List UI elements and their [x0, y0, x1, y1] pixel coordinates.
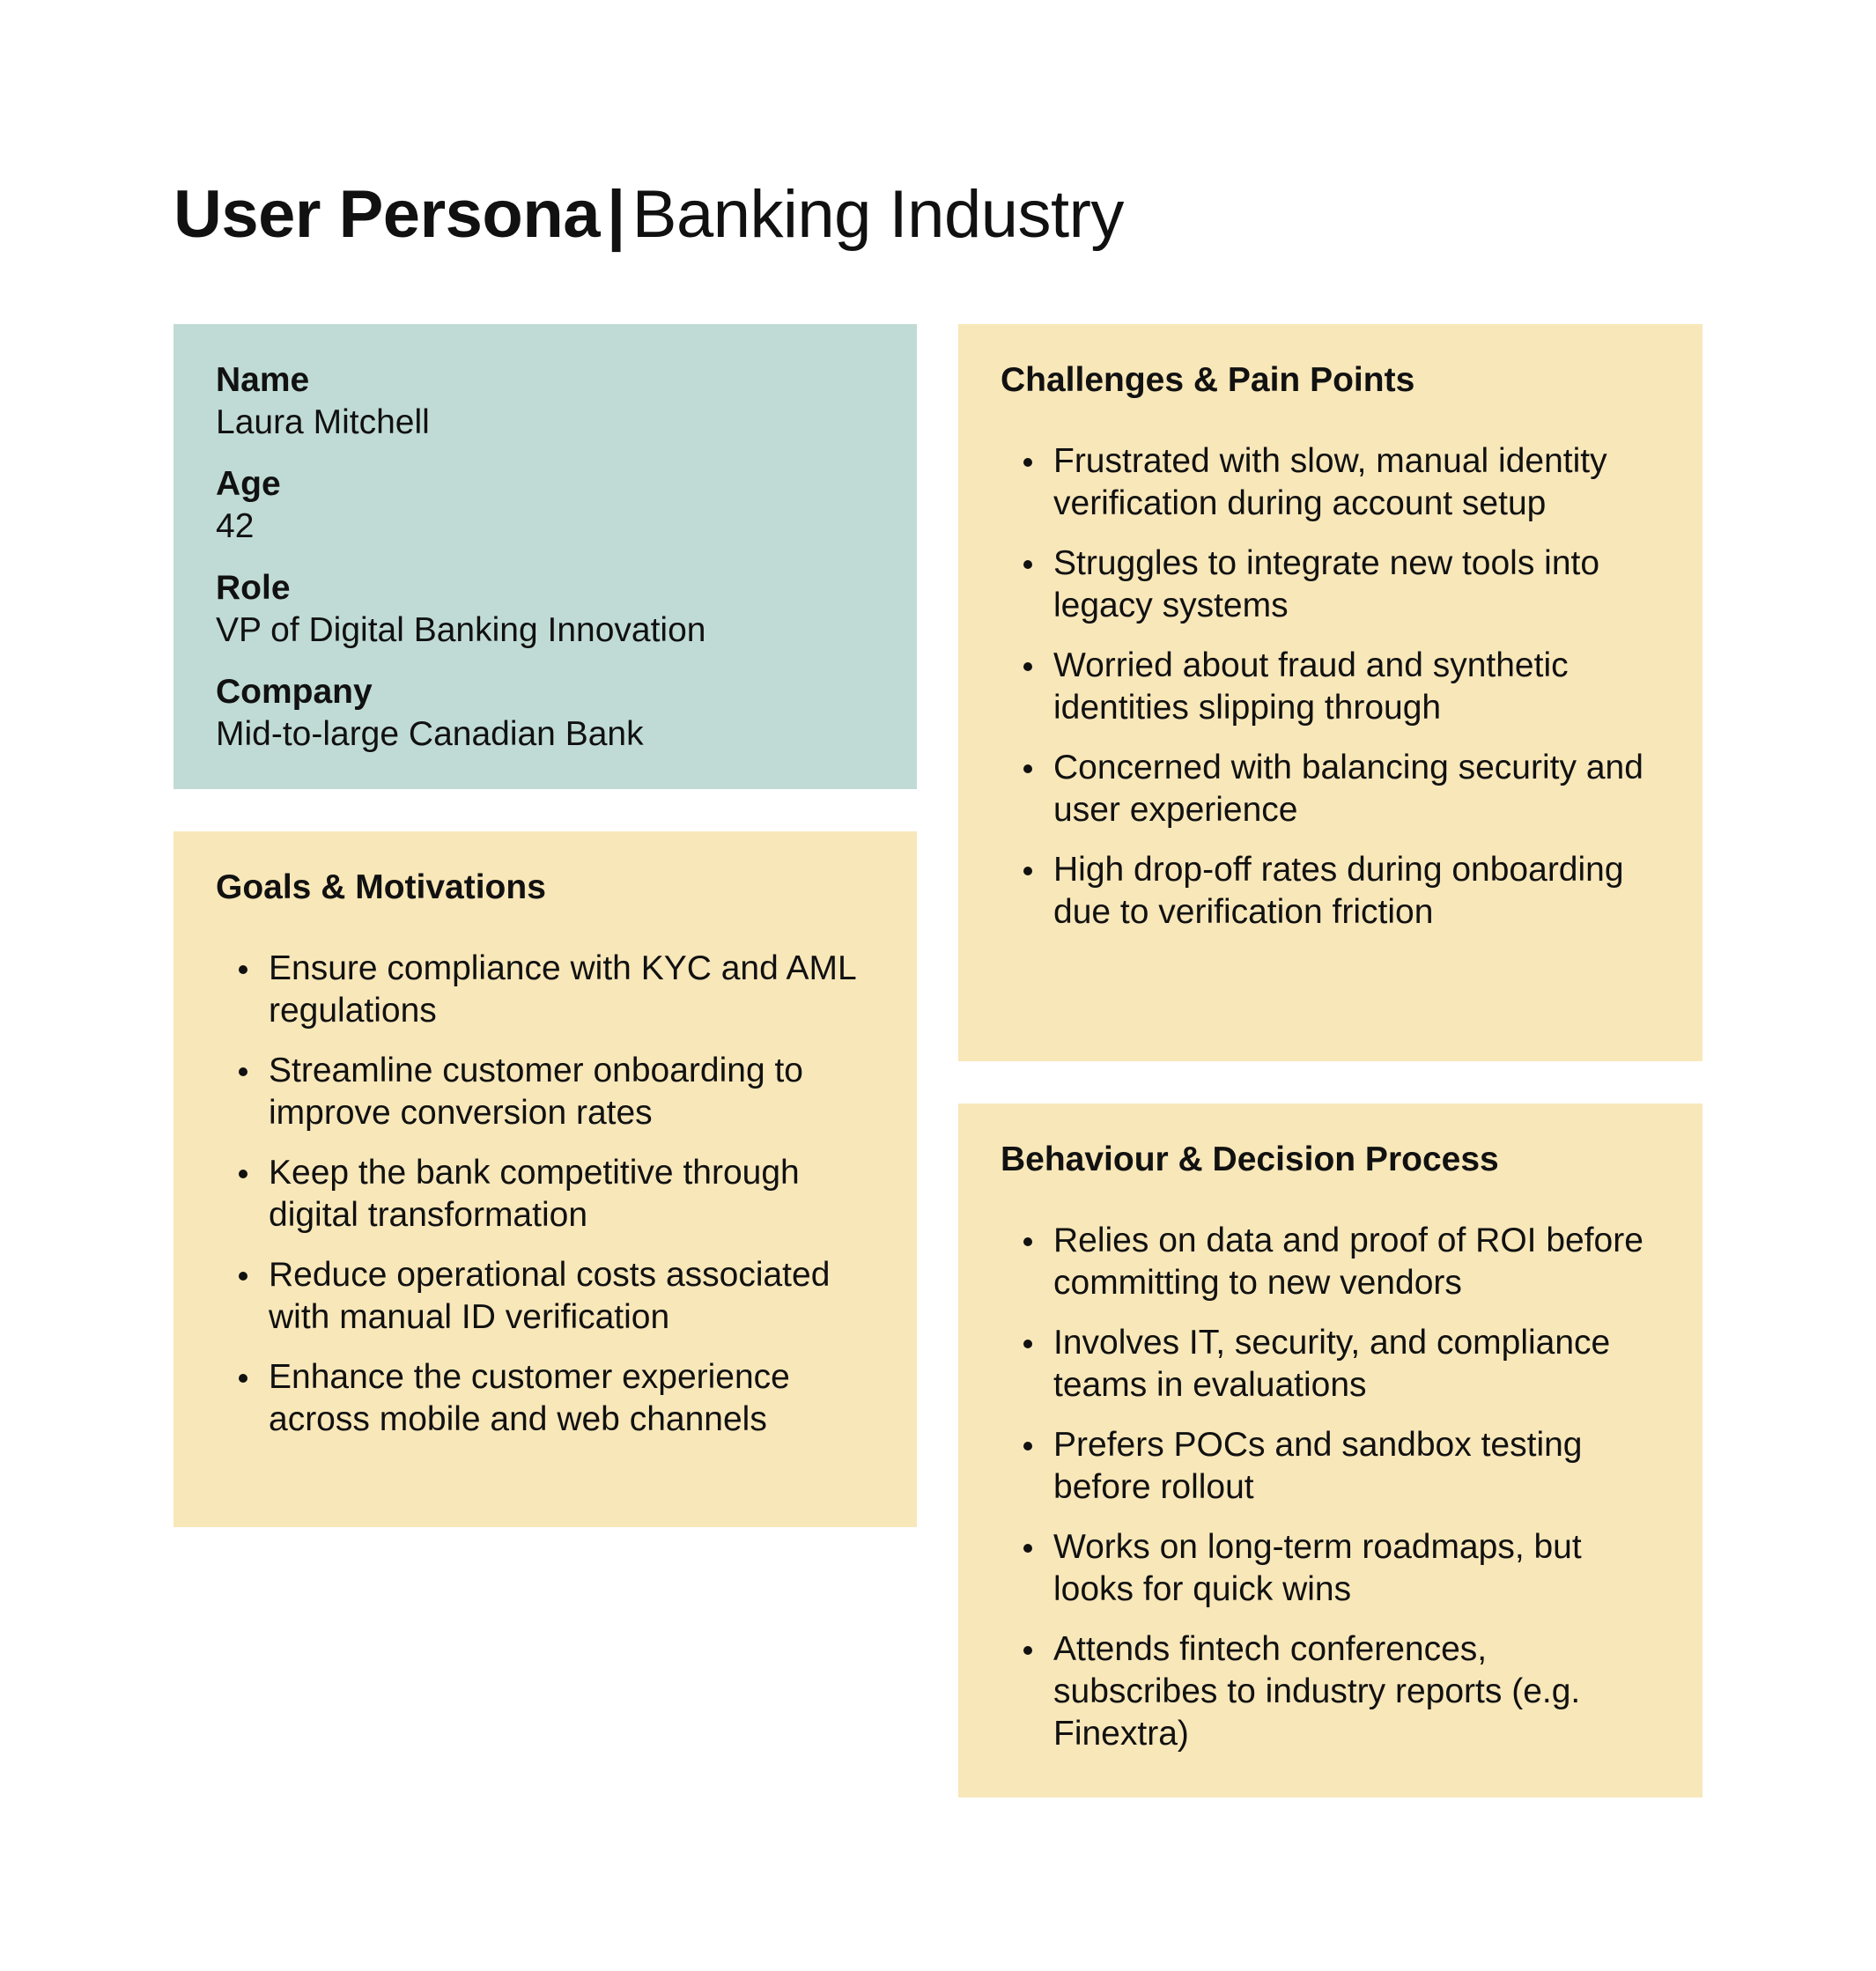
title-primary: User Persona [174, 177, 601, 252]
list-item: High drop-off rates during onboarding due to verification friction [1053, 849, 1660, 934]
behaviour-list [1001, 1220, 1660, 1755]
list-item: Enhance the customer experience across mobile and web channels [269, 1356, 875, 1441]
challenges-list [1001, 440, 1660, 934]
behaviour-card [958, 1104, 1702, 1798]
list-item: Frustrated with slow, manual identity verification during account setup [1053, 440, 1660, 525]
title-separator: | [607, 177, 625, 252]
field-label: Name [216, 361, 310, 399]
list-item: Concerned with balancing security and user experience [1053, 747, 1660, 831]
challenges-card [958, 324, 1702, 1061]
field-value: VP of Digital Banking Innovation [216, 611, 706, 649]
list-item: Streamline customer onboarding to improve conversion rates [269, 1050, 875, 1134]
profile-card [174, 324, 917, 789]
list-item: Worried about fraud and synthetic identities slipping through [1053, 645, 1660, 729]
goals-card [174, 831, 917, 1527]
profile-field-role [216, 567, 875, 652]
page-title [174, 173, 1124, 257]
field-label: Age [216, 465, 281, 503]
field-label: Company [216, 673, 373, 711]
list-item: Works on long-term roadmaps, but looks for quick wins [1053, 1526, 1660, 1611]
field-label: Role [216, 569, 291, 607]
list-item: Struggles to integrate new tools into legacy systems [1053, 543, 1660, 627]
list-item: Relies on data and proof of ROI before committing to new vendors [1053, 1220, 1660, 1304]
behaviour-heading: Behaviour & Decision Process [1001, 1141, 1499, 1178]
field-value: 42 [216, 507, 255, 545]
field-value: Laura Mitchell [216, 403, 430, 441]
list-item: Ensure compliance with KYC and AML regulations [269, 948, 875, 1032]
goals-heading: Goals & Motivations [216, 868, 546, 906]
list-item: Reduce operational costs associated with manual ID verification [269, 1254, 875, 1339]
profile-field-company [216, 671, 875, 756]
title-secondary: Banking Industry [631, 177, 1124, 252]
goals-list [216, 948, 875, 1441]
list-item: Prefers POCs and sandbox testing before rollout [1053, 1424, 1660, 1509]
profile-field-age [216, 463, 875, 548]
list-item: Keep the bank competitive through digital transformation [269, 1152, 875, 1236]
list-item: Attends fintech conferences, subscribes to industry reports (e.g. Finextra) [1053, 1628, 1660, 1755]
list-item: Involves IT, security, and compliance teams in evaluations [1053, 1322, 1660, 1406]
profile-field-name [216, 359, 875, 444]
challenges-heading: Challenges & Pain Points [1001, 361, 1415, 399]
field-value: Mid-to-large Canadian Bank [216, 715, 644, 753]
